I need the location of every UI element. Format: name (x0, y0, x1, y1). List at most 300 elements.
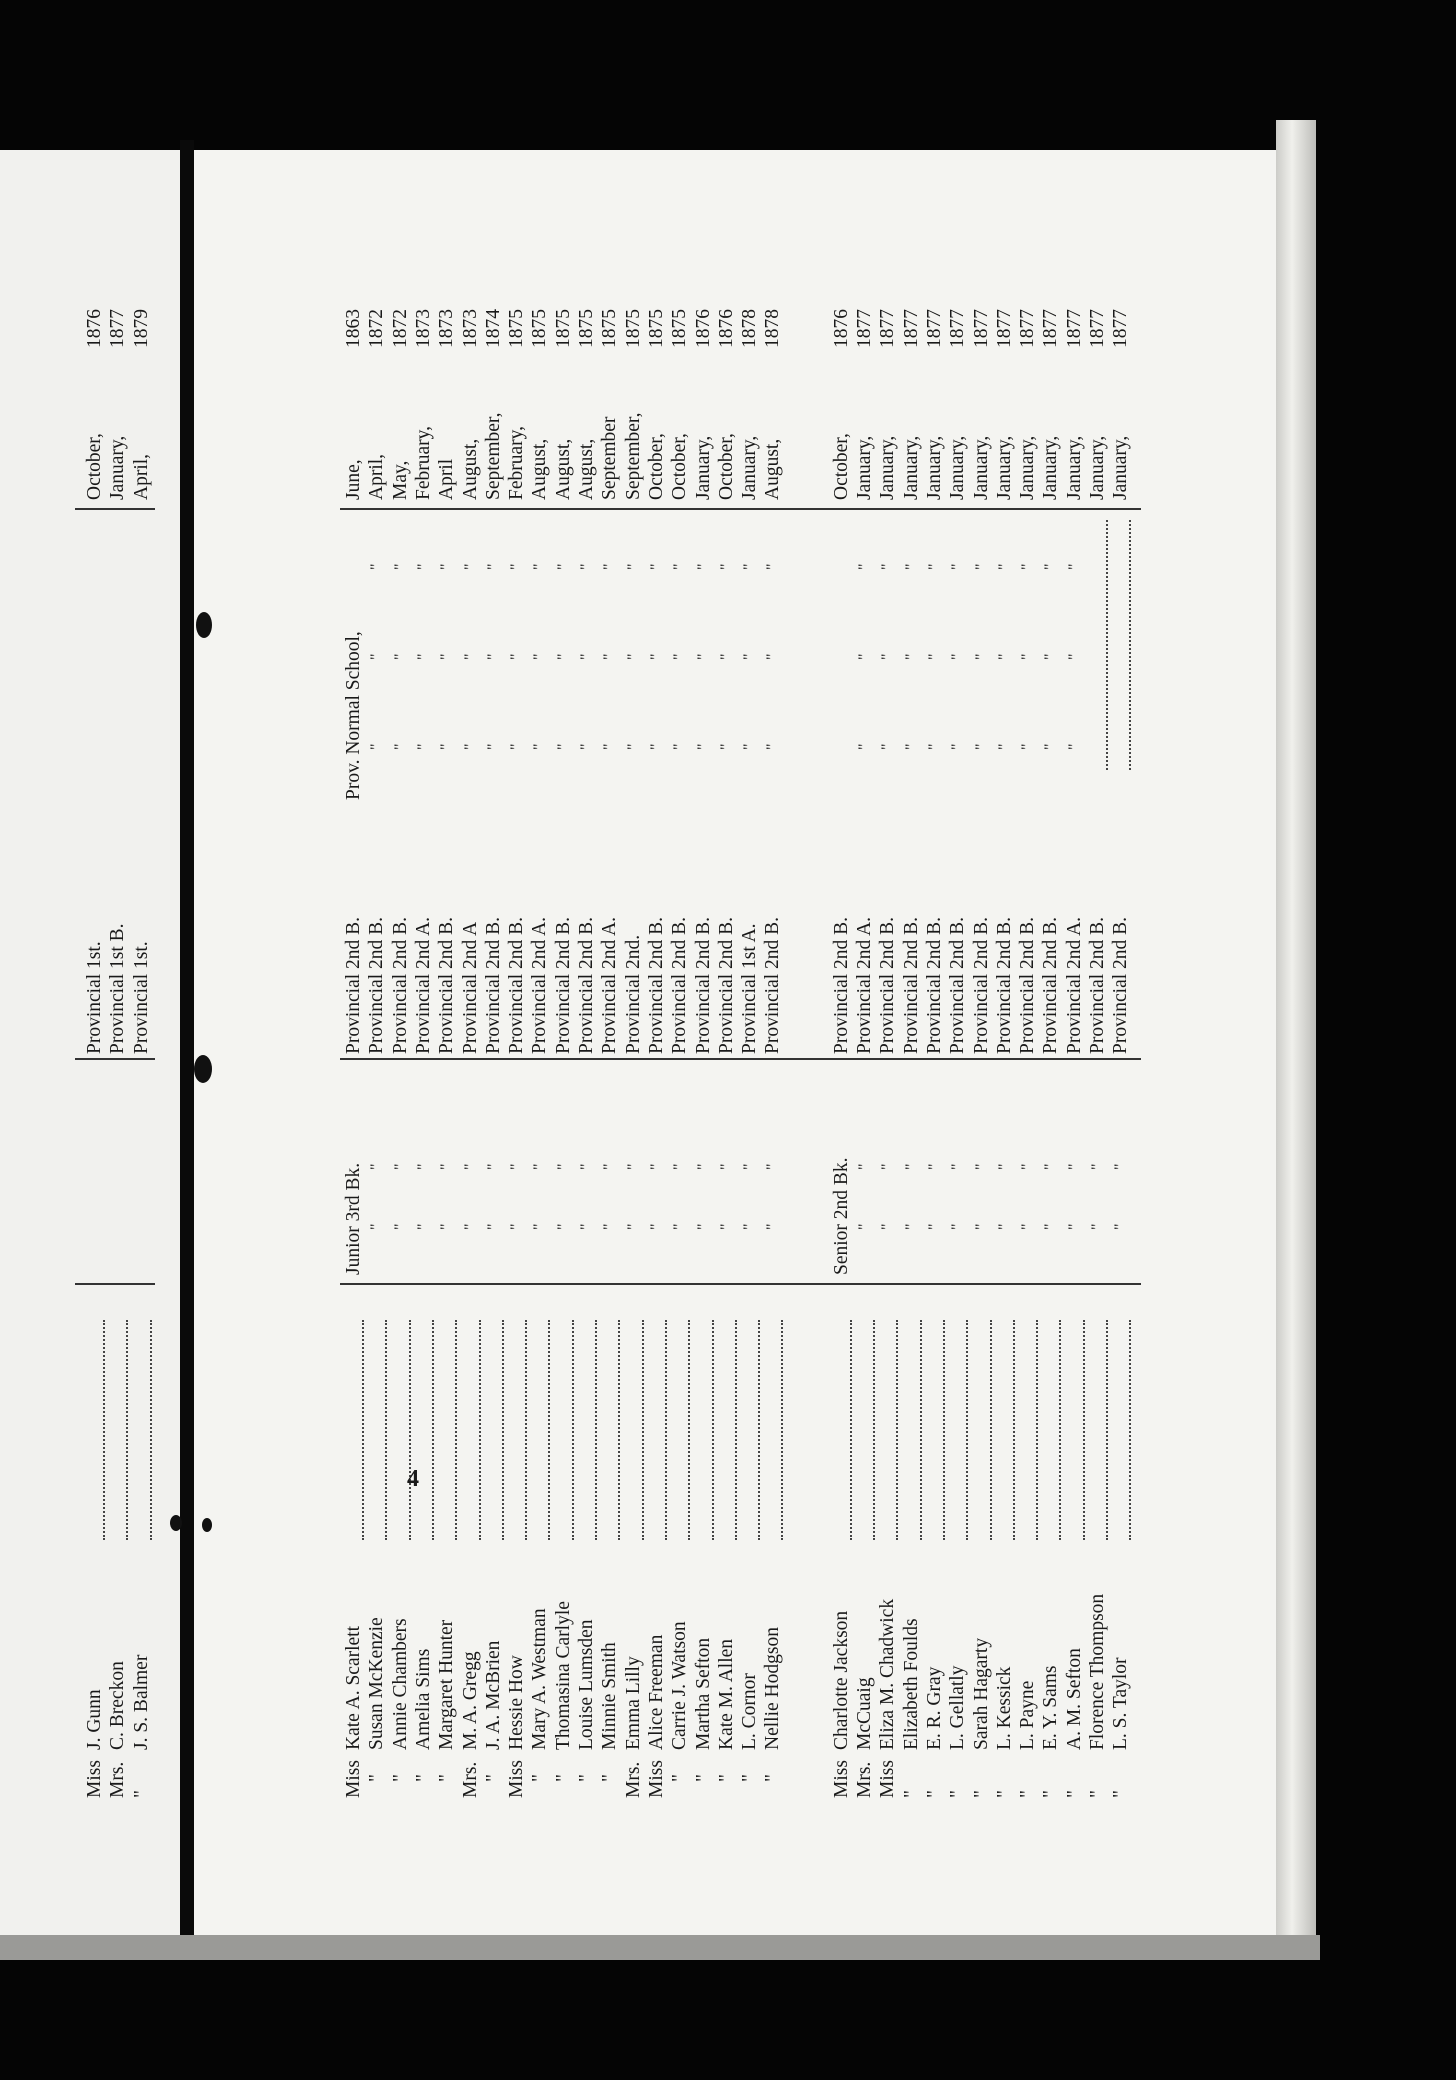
teacher-name: Minnie Smith (599, 1642, 621, 1750)
ditto-mark: " (717, 1163, 735, 1170)
table-row (692, 290, 716, 1830)
teacher-name: Florence Thompson (1087, 1593, 1108, 1750)
table-row (993, 290, 1017, 1830)
ditto-mark: " (995, 653, 1013, 660)
certificate-year: 1872 (366, 309, 388, 348)
dot-leader (692, 1320, 714, 1540)
ditto-mark: " (949, 1163, 967, 1170)
ditto-mark: " (879, 743, 897, 750)
ditto-mark: " (972, 1223, 990, 1230)
teacher-name: L. Kessick (993, 1666, 1015, 1750)
teacher-name: Alice Freeman (645, 1634, 667, 1750)
certificate-month: October, (715, 433, 737, 500)
ditto-mark: " (531, 1163, 549, 1170)
table-row (552, 290, 576, 1830)
ditto-mark: " (508, 743, 526, 750)
column-rule (340, 1059, 1141, 1061)
dot-leader (435, 1320, 457, 1540)
honorific: " (1040, 1790, 1062, 1798)
ditto-mark: " (1065, 743, 1083, 750)
certificate-month: April (436, 458, 458, 500)
ditto-mark: " (554, 743, 572, 750)
ditto-mark: " (438, 1163, 456, 1170)
certificate-year: 1875 (599, 309, 621, 348)
certificate-grade: Provincial 1st. (130, 941, 152, 1054)
certificate-month: October, (645, 433, 667, 500)
table-row (389, 290, 413, 1830)
dot-leader (876, 1320, 898, 1540)
class-header-junior: Junior 3rd Bk. (343, 1162, 364, 1275)
ditto-mark: " (484, 653, 502, 660)
ditto-mark: " (531, 653, 549, 660)
certificate-year: 1877 (1040, 309, 1062, 348)
ditto-mark: " (902, 563, 920, 570)
teacher-name: Louise Lumsden (576, 1619, 597, 1750)
dot-leader (946, 1320, 968, 1540)
ditto-mark: " (624, 563, 642, 570)
ditto-mark: " (741, 743, 759, 750)
ditto-mark: " (949, 1223, 967, 1230)
teacher-name: Amelia Sims (412, 1648, 434, 1750)
ditto-mark: " (484, 1163, 502, 1170)
ditto-mark: " (368, 1223, 386, 1230)
ditto-mark: " (741, 1223, 759, 1230)
ditto-mark: " (391, 1223, 409, 1230)
certificate-grade: Provincial 2nd B. (877, 916, 899, 1054)
ditto-mark: " (624, 1163, 642, 1170)
ditto-mark: " (995, 743, 1013, 750)
ditto-mark: " (554, 653, 572, 660)
certificate-grade: Provincial 2nd B. (692, 916, 714, 1054)
page-edge (1276, 120, 1316, 1940)
honorific: Miss (506, 1760, 528, 1798)
ditto-mark: " (624, 743, 642, 750)
column-rule (75, 1284, 155, 1286)
ditto-mark: " (1112, 1163, 1130, 1170)
ditto-mark: " (1019, 743, 1037, 750)
certificate-year: 1878 (762, 309, 784, 348)
honorific: " (599, 1774, 621, 1782)
ditto-mark: " (368, 743, 386, 750)
dot-leader (668, 1320, 690, 1540)
column-rule (340, 1284, 1141, 1286)
certificate-grade: Provincial 2nd B. (1040, 916, 1062, 1054)
honorific: Mrs. (459, 1761, 481, 1798)
ditto-mark: " (995, 1163, 1013, 1170)
certificate-month: October, (669, 433, 691, 500)
ditto-mark: " (438, 1223, 456, 1230)
certificate-month: August, (459, 438, 481, 500)
ditto-mark: " (578, 563, 595, 570)
certificate-year: 1875 (506, 309, 528, 348)
ditto-mark: " (1089, 1163, 1106, 1170)
dot-leader (1109, 1320, 1131, 1540)
dot-leader (83, 1320, 105, 1540)
teacher-name: McCuaig (854, 1677, 875, 1750)
ditto-mark: " (484, 563, 502, 570)
teacher-name: Thomasina Carlyle (552, 1601, 574, 1750)
teacher-name: M. A. Gregg (459, 1651, 481, 1750)
honorific: Miss (645, 1760, 667, 1798)
ditto-mark: " (764, 653, 782, 660)
table-row (575, 290, 599, 1830)
ditto-mark: " (949, 743, 967, 750)
certificate-year: 1875 (552, 309, 574, 348)
teacher-name: Eliza M. Chadwick (877, 1598, 899, 1750)
book-gutter (180, 140, 194, 1940)
teacher-name: C. Breckon (107, 1661, 129, 1750)
table-row (645, 290, 669, 1830)
ditto-mark: " (856, 1163, 873, 1170)
honorific: Miss (343, 1760, 364, 1798)
teacher-name: L. Cornor (739, 1673, 761, 1750)
dot-leader (106, 1320, 128, 1540)
certificate-year: 1877 (107, 309, 129, 348)
ditto-mark: " (1042, 653, 1060, 660)
ditto-mark: " (368, 653, 386, 660)
certificate-year: 1876 (692, 309, 714, 348)
teacher-name: J. A. McBrien (482, 1640, 504, 1750)
certificate-grade: Provincial 2nd A. (854, 916, 875, 1054)
certificate-grade: Provincial 2nd B. (576, 916, 597, 1054)
certificate-month: April, (130, 453, 152, 500)
certificate-month: August, (762, 438, 784, 500)
certificate-month: January, (970, 435, 992, 500)
table-row (365, 290, 389, 1830)
honorific: " (412, 1774, 434, 1782)
honorific: " (923, 1790, 945, 1798)
certificate-year: 1873 (436, 309, 458, 348)
certificate-grade: Provincial 2nd A (459, 921, 481, 1054)
certificate-year: 1877 (993, 309, 1015, 348)
table-row (761, 290, 785, 1830)
table-row (505, 290, 529, 1830)
ditto-mark: " (647, 1163, 665, 1170)
ditto-mark: " (1089, 1223, 1106, 1230)
certificate-grade: Provincial 2nd B. (389, 916, 411, 1054)
table-row (853, 290, 877, 1830)
ditto-mark: " (925, 1223, 943, 1230)
ditto-mark: " (508, 1163, 526, 1170)
ditto-mark: " (508, 1223, 526, 1230)
ink-blot (202, 1518, 212, 1532)
table-row (412, 290, 436, 1830)
teacher-name: Annie Chambers (389, 1618, 411, 1750)
ditto-mark: " (671, 1163, 689, 1170)
table-row (482, 290, 506, 1830)
honorific: " (715, 1774, 737, 1782)
dot-leader (528, 1320, 550, 1540)
certificate-year: 1877 (1063, 309, 1085, 348)
certificate-grade: Provincial 2nd B. (366, 916, 388, 1054)
teacher-name: J. S. Balmer (130, 1654, 152, 1750)
certificate-year: 1877 (1017, 309, 1039, 348)
ditto-mark: " (414, 1223, 432, 1230)
certificate-month: October, (84, 433, 105, 500)
table-row (923, 290, 947, 1830)
teacher-name: Kate M. Allen (715, 1638, 737, 1750)
honorific: " (389, 1774, 411, 1782)
table-row (528, 290, 552, 1830)
table-row (830, 290, 854, 1830)
certificate-grade: Provincial 1st B. (107, 923, 129, 1054)
ditto-mark: " (647, 563, 665, 570)
table-row (1016, 290, 1040, 1830)
dot-leader (1086, 1320, 1108, 1540)
teacher-name: Margaret Hunter (436, 1619, 458, 1750)
ditto-mark: " (671, 563, 689, 570)
ditto-mark: " (391, 1163, 409, 1170)
teacher-name: E. Y. Sams (1040, 1665, 1062, 1750)
ditto-mark: " (578, 1163, 595, 1170)
ink-blot (196, 612, 212, 638)
dot-leader (505, 1320, 527, 1540)
certificate-year: 1877 (970, 309, 992, 348)
honorific: " (739, 1774, 761, 1782)
column-rule (75, 1059, 155, 1061)
honorific: " (482, 1774, 504, 1782)
table-row (459, 290, 483, 1830)
certificate-grade: Provincial 1st. (84, 941, 105, 1054)
certificate-grade: Provincial 2nd B. (669, 916, 691, 1054)
ditto-mark: " (694, 563, 712, 570)
ditto-mark: " (856, 1223, 873, 1230)
ditto-mark: " (995, 563, 1013, 570)
certificate-grade: Provincial 2nd B. (436, 916, 458, 1054)
certificate-month: January, (1017, 435, 1039, 500)
certificate-year: 1877 (900, 309, 922, 348)
ditto-mark: " (972, 743, 990, 750)
honorific: " (366, 1774, 388, 1782)
certificate-year: 1863 (343, 309, 364, 348)
certificate-grade: Provincial 2nd. (622, 934, 644, 1054)
ditto-mark: " (461, 743, 479, 750)
ditto-mark: " (694, 653, 712, 660)
ditto-mark: " (879, 563, 897, 570)
table-row (130, 290, 154, 1830)
ditto-mark: " (717, 563, 735, 570)
ditto-mark: " (1042, 743, 1060, 750)
dot-leader (993, 1320, 1015, 1540)
honorific: " (900, 1790, 922, 1798)
ditto-mark: " (461, 653, 479, 660)
honorific: " (552, 1774, 574, 1782)
ditto-mark: " (671, 653, 689, 660)
table-row (342, 290, 366, 1830)
ditto-mark: " (925, 1163, 943, 1170)
column-rule (340, 509, 1141, 511)
ditto-mark: " (741, 1163, 759, 1170)
ditto-mark: " (764, 743, 782, 750)
certificate-month: January, (854, 435, 875, 500)
honorific: " (1110, 1790, 1132, 1798)
certificate-month: February, (412, 425, 434, 500)
ditto-mark: " (741, 563, 759, 570)
certificate-grade: Provincial 2nd B. (482, 916, 504, 1054)
ditto-mark: " (879, 1163, 897, 1170)
honorific: " (993, 1790, 1015, 1798)
table-row (876, 290, 900, 1830)
certificate-grade: Provincial 2nd A. (412, 916, 434, 1054)
dot-leader (715, 1320, 737, 1540)
certificate-grade: Provincial 2nd B. (762, 916, 784, 1054)
ditto-mark: " (647, 743, 665, 750)
certificate-grade: Provincial 2nd B. (830, 916, 852, 1054)
ditto-mark: " (1065, 653, 1083, 660)
ditto-mark: " (484, 1223, 502, 1230)
ditto-mark: " (856, 563, 873, 570)
dot-leader (1063, 1320, 1085, 1540)
ditto-mark: " (902, 653, 920, 660)
teacher-name: L. Payne (1017, 1680, 1039, 1750)
teacher-name: Emma Lilly (622, 1656, 644, 1750)
certificate-grade: Provincial 2nd B. (1110, 916, 1132, 1054)
teacher-name: Nellie Hodgson (762, 1627, 784, 1750)
certificate-grade: Provincial 2nd B. (552, 916, 574, 1054)
ditto-mark: " (1112, 1223, 1130, 1230)
ditto-mark: " (601, 743, 619, 750)
teacher-name: L. Gellatly (947, 1665, 969, 1750)
ditto-mark: " (902, 1163, 920, 1170)
ditto-mark: " (995, 1223, 1013, 1230)
dot-leader (412, 1320, 434, 1540)
dot-leader (598, 1320, 620, 1540)
ditto-mark: " (949, 653, 967, 660)
ditto-mark: " (717, 1223, 735, 1230)
dot-leader (622, 1320, 644, 1540)
honorific: Mrs. (854, 1761, 875, 1798)
honorific: " (669, 1774, 691, 1782)
ditto-mark: " (391, 653, 409, 660)
ditto-mark: " (1042, 1223, 1060, 1230)
certificate-grade: Provincial 2nd A. (599, 916, 621, 1054)
table-row (1039, 290, 1063, 1830)
ditto-mark: " (647, 653, 665, 660)
certificate-year: 1872 (389, 309, 411, 348)
honorific: Mrs. (622, 1761, 644, 1798)
certificate-grade: Provincial 2nd B. (970, 916, 992, 1054)
ditto-mark: " (694, 743, 712, 750)
honorific: " (947, 1790, 969, 1798)
teacher-name: E. R. Gray (923, 1666, 945, 1750)
dot-leader (575, 1320, 597, 1540)
ditto-mark: " (1042, 563, 1060, 570)
certificate-year: 1877 (1110, 309, 1132, 348)
ditto-mark: " (414, 653, 432, 660)
dot-leader (830, 1320, 852, 1540)
dot-leader (1086, 520, 1108, 770)
ditto-mark: " (484, 743, 502, 750)
ditto-mark: " (972, 563, 990, 570)
certificate-year: 1877 (923, 309, 945, 348)
ditto-mark: " (601, 1223, 619, 1230)
certificate-month: April, (366, 453, 388, 500)
ditto-mark: " (902, 743, 920, 750)
ditto-mark: " (461, 1223, 479, 1230)
honorific: " (436, 1774, 458, 1782)
ditto-mark: " (554, 1163, 572, 1170)
teacher-name: Susan McKenzie (366, 1617, 388, 1750)
certificate-year: 1876 (715, 309, 737, 348)
certificate-month: January, (923, 435, 945, 500)
ditto-mark: " (647, 1223, 665, 1230)
honorific: Miss (877, 1760, 899, 1798)
ditto-mark: " (414, 743, 432, 750)
ditto-mark: " (531, 1223, 549, 1230)
honorific: " (970, 1790, 992, 1798)
ditto-mark: " (1019, 563, 1037, 570)
certificate-grade: Provincial 2nd B. (506, 916, 528, 1054)
certificate-grade: Provincial 2nd B. (715, 916, 737, 1054)
ditto-mark: " (438, 743, 456, 750)
certificate-month: January, (107, 435, 129, 500)
certificate-month: August, (529, 438, 551, 500)
ditto-mark: " (1065, 563, 1083, 570)
certificate-grade: Provincial 2nd B. (1017, 916, 1039, 1054)
table-row (668, 290, 692, 1830)
ditto-mark: " (741, 653, 759, 660)
honorific: " (1017, 1790, 1039, 1798)
page-number: 4 (407, 1466, 419, 1492)
certificate-year: 1875 (669, 309, 691, 348)
certificate-month: October, (830, 433, 852, 500)
table-row (1063, 290, 1087, 1830)
certificate-month: January, (739, 435, 761, 500)
ditto-mark: " (461, 563, 479, 570)
ditto-mark: " (925, 743, 943, 750)
table-row (946, 290, 970, 1830)
dot-leader (923, 1320, 945, 1540)
dot-leader (482, 1320, 504, 1540)
table-row (622, 290, 646, 1830)
dot-leader (342, 1320, 364, 1540)
ink-blot (170, 1515, 182, 1531)
certificate-grade: Provincial 2nd A. (1063, 916, 1085, 1054)
certificate-year: 1879 (130, 309, 152, 348)
certificate-month: May, (389, 460, 411, 500)
ditto-mark: " (601, 653, 619, 660)
ditto-mark: " (1019, 1223, 1037, 1230)
ditto-mark: " (438, 563, 456, 570)
ditto-mark: " (925, 563, 943, 570)
certificate-year: 1873 (459, 309, 481, 348)
teacher-name: Hessie How (506, 1655, 528, 1750)
table-row (435, 290, 459, 1830)
honorific: Miss (84, 1760, 105, 1798)
ditto-mark: " (624, 1223, 642, 1230)
table-row (970, 290, 994, 1830)
ditto-mark: " (508, 563, 526, 570)
honorific: " (692, 1774, 714, 1782)
certificate-month: September, (482, 412, 504, 500)
ditto-mark: " (764, 563, 782, 570)
certificate-grade: Provincial 2nd B. (923, 916, 945, 1054)
ditto-mark: " (438, 653, 456, 660)
ditto-mark: " (368, 563, 386, 570)
certificate-month: January, (1063, 435, 1085, 500)
ditto-mark: " (1019, 653, 1037, 660)
class-header-senior: Senior 2nd Bk. (830, 1157, 852, 1275)
certificate-month: August, (552, 438, 574, 500)
ditto-mark: " (601, 1163, 619, 1170)
ditto-mark: " (461, 1163, 479, 1170)
teacher-name: Martha Sefton (692, 1637, 714, 1750)
certificate-month: June, (343, 459, 364, 500)
dot-leader (645, 1320, 667, 1540)
dot-leader (761, 1320, 783, 1540)
honorific: " (529, 1774, 551, 1782)
certificate-year: 1877 (1087, 309, 1108, 348)
